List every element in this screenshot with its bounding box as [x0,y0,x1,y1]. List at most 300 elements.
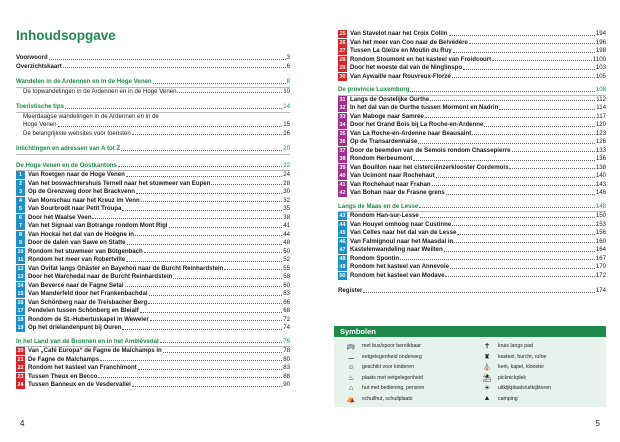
symbol-item [476,394,602,405]
symbol-item [476,362,602,373]
dot-leader [410,91,594,92]
toc-entry-label: Inlichtingen en adressen van A tot Z [16,145,121,152]
toc-entry-page: 80 [283,355,290,363]
symbol-item [340,373,466,384]
toc-entry[interactable] [338,272,606,281]
toc-entry-label: Rondom het kasteel van Franchimont [28,364,137,371]
toc-entry-page: 123 [595,129,606,137]
toc-entry-page: 150 [595,212,606,219]
route-number-badge: 44 [339,221,346,228]
toc-entry[interactable] [16,381,290,390]
toc-entry-page: 83 [283,364,290,371]
route-number-badge: 31 [339,96,346,103]
toc-entry[interactable] [16,299,290,308]
toc-entry-page: 55 [283,264,290,272]
toc-entry-label: Van Bevercé naar de Fagne Setai [28,281,124,289]
dot-leader [457,234,594,235]
toc-entry[interactable] [338,155,606,164]
toc-entry[interactable] [338,104,606,113]
dot-leader [445,276,594,277]
toc-entry[interactable] [16,265,290,274]
dot-leader [118,166,282,167]
route-number-badge: 35 [339,130,346,137]
toc-entry-label: Op de Grenzweg door het Brackvenn [28,188,136,195]
symbol-label: picknickplek [498,374,526,381]
spacer [16,155,290,162]
dot-leader [144,252,282,253]
toc-entry-label: Rondom Spontin [350,254,400,262]
toc-entry[interactable] [16,214,290,223]
dot-leader [472,134,595,135]
toc-entry-label: Van Falmignoul naar het Maasdal in [350,237,454,245]
bus-icon: 🚌 [346,343,356,351]
symbol-label: kerk, kapel, klooster [498,364,545,371]
toc-entry-label: In het Land van de Bronnen en in het Amblèvedal [16,337,159,345]
dot-leader [125,286,283,287]
dot-leader [454,242,595,243]
toc-entry-label: Op het drielandenpunt bij Ouren [28,324,122,331]
toc-entry[interactable] [338,189,606,198]
toc-entry[interactable] [338,229,606,238]
toc-entry-label: Langs de Oostelijke Ourthe [350,95,430,103]
route-number-badge: 17 [17,308,24,315]
dot-leader [492,60,592,61]
symbol-label: met bus/spoor bereikbaar [362,343,421,350]
dot-leader [135,235,282,236]
toc-entry[interactable] [338,56,606,65]
toc-entry-page: 194 [595,30,606,37]
dot-leader [121,150,282,151]
route-number-badge: 4 [16,197,25,205]
toc-entry-label: Van het meer van Coo naar de Belvédère [350,38,468,46]
toc-entry-label: Van Rochehaut naar Frahan [350,180,431,188]
route-number-badge: 3 [16,188,25,196]
toc-entry-page: 117 [596,112,606,120]
route-number-badge: 16 [17,299,24,306]
symbols-legend [334,326,606,407]
toc-entry-label: Van Schönberg naar de Treisbacher Berg [28,298,148,306]
toc-entry-page: 136 [595,155,606,162]
dot-leader [420,217,595,218]
toc-entry-label: Toeristische tips [16,103,64,110]
toc-entry[interactable] [16,347,290,356]
symbol-item [340,352,466,363]
route-number-badge: 46 [339,238,346,245]
route-number-badge: 7 [16,222,25,230]
toc-entry[interactable] [16,239,290,248]
toc-section-heading[interactable] [16,78,290,87]
right-toc-list [338,30,606,296]
route-number-badge: 27 [339,48,346,55]
route-number-badge: 15 [17,291,24,298]
route-number-badge: 18 [17,316,24,323]
dot-leader [425,117,595,118]
dot-leader [484,126,594,127]
toc-entry-label: Overzichtskaart [16,62,62,70]
toc-entry-label: Door de dalen van Sawe en Statte [28,239,126,246]
route-number-badge: 37 [339,147,346,154]
toc-entry-label: Van Monschau naar het Kreuz im Venn [28,196,140,204]
toc-entry[interactable] [16,197,290,206]
toc-entry-page: 143 [595,180,606,188]
shelter-icon: ⛺ [346,395,356,403]
toc-entry-page: 44 [283,230,290,238]
dot-leader [150,320,282,321]
dot-leader [400,259,595,260]
route-number-badge: 19 [17,325,24,332]
toc-entry[interactable] [16,188,290,197]
toc-entry-label: Van het boswachtershuis Ternell naar het stuwmeer van Eupen [28,179,211,187]
toc-entry-page: 30 [283,188,290,195]
toc-section-heading[interactable] [16,338,290,347]
dot-leader [418,143,594,144]
toc-section-heading[interactable] [16,162,290,171]
toc-entry-page: 170 [595,263,606,270]
route-number-badge: 25 [339,31,346,38]
toc-entry-page: 50 [283,247,290,255]
symbol-item [476,341,602,352]
route-number-badge: 39 [339,164,346,171]
toc-entry[interactable] [338,147,606,156]
toc-entry-label: Van Celles naar het dal van de Lesse [350,229,457,236]
toc-entry[interactable] [338,121,606,130]
symbol-item [340,383,466,394]
dot-leader [100,360,282,361]
toc-entry-page: 6 [286,62,290,70]
toc-entry[interactable] [16,364,290,373]
route-number-badge: 42 [339,190,346,197]
toc-entry[interactable] [338,138,606,147]
toc-entry-page: 198 [595,47,606,54]
dot-leader [98,377,282,378]
dot-leader [413,160,595,161]
toc-entry-page: 88 [283,372,290,380]
toc-entry-label: Van La Roche-en-Ardenne naar Beausaint [350,129,472,137]
toc-entry[interactable] [338,221,606,230]
toc-entry[interactable] [338,212,606,221]
toc-entry-label: Van Aywaille naar Rouvreux-Florzé [350,72,451,80]
toc-entry-page: 41 [283,222,290,229]
toc-entry-page: 78 [283,347,290,354]
toc-entry[interactable] [16,316,290,325]
toc-entry-page: 156 [595,229,606,236]
toc-entry-page: 76 [283,337,290,345]
toc-entry-label: Door de beemden van de Semois rondom Chassepierre [350,146,511,154]
spacer [16,96,290,103]
toc-entry-page: 164 [595,246,606,253]
symbol-item [476,373,602,384]
dot-leader [49,59,286,60]
route-number-badge: 1 [16,171,25,179]
route-number-badge: 12 [17,265,24,272]
toc-line[interactable] [338,287,606,296]
toc-entry-page: 90 [283,381,290,388]
toc-entry[interactable] [338,73,606,82]
route-number-badge: 50 [339,272,346,279]
toc-entry-label: Rondom het meer van Robertville [28,256,126,263]
toc-entry-label: Van Hockai het dal van de Hoëgne in [28,230,134,238]
dot-leader [436,177,595,178]
toc-entry-page: 74 [283,324,290,331]
toc-section-heading[interactable] [338,86,606,95]
dot-leader [127,244,283,245]
dot-leader [430,100,595,101]
toc-entry-label: Van Houyet omhoog naar Custinne [350,220,452,228]
toc-entry[interactable] [16,180,290,189]
toc-entry[interactable] [16,248,290,257]
left-page-number: 4 [20,419,25,428]
toc-entry[interactable] [16,205,290,214]
toc-entry-page: 138 [595,163,606,171]
toc-entry-label: Van Bohan naar de Frasne grens [350,189,445,196]
dot-leader [449,35,595,36]
toc-entry[interactable] [16,171,290,180]
symbol-item [476,383,602,394]
toc-entry[interactable] [338,263,606,272]
toc-entry-label: Rondom het stuwmeer van Bütgenbach [28,247,143,255]
toc-entry-page: 126 [595,138,606,145]
toc-entry-page: 63 [283,290,290,297]
toc-entry-label: Door het Grand Bois bij La Roche-en-Ardenne [350,121,484,128]
toc-entry-label: Van „Café Europa“ de Fagne de Malchamps in [28,347,162,354]
toc-entry[interactable] [338,39,606,48]
dot-leader [58,126,283,127]
hut-icon: ⌂ [348,384,354,392]
right-page [310,0,620,442]
toc-entry-label: De Hoge Venen en de Oostkantons [16,161,117,169]
toc-entry[interactable] [338,255,606,264]
route-number-badge: 20 [17,348,24,355]
route-number-badge: 34 [339,122,346,129]
route-number-badge: 40 [339,173,346,180]
toc-entry-page: 28 [283,179,290,187]
route-number-badge: 2 [16,180,25,188]
toc-entry-label: Rondom Herbeumont [350,155,413,162]
toc-entry[interactable] [16,222,290,231]
toc-entry-label: Door het woeste dal van de Ninglinspo [350,64,463,71]
route-number-badge: 30 [339,73,346,80]
toc-entry[interactable] [16,307,290,316]
toc-entry-page: 22 [283,161,290,169]
page-title: Inhoudsopgave [16,28,116,43]
toc-entry[interactable] [16,282,290,291]
toc-entry-page: 103 [595,64,606,71]
toc-entry[interactable] [338,96,606,105]
toc-line[interactable] [16,88,290,97]
dot-leader [132,386,282,387]
toc-entry-page: 10 [283,87,290,95]
symbol-label: eetgelegenheid onderweg [362,353,422,360]
route-number-badge: 36 [339,139,346,146]
dot-leader [211,184,282,185]
toc-entry-label: Tussen La Gleize en Moulin du Ruy [350,47,452,54]
toc-entry[interactable] [16,373,290,382]
route-number-badge: 10 [17,248,24,255]
toc-entry-page: 153 [595,220,606,228]
toc-entry-label: Rondom Han-sur-Lesse [350,212,419,219]
route-number-badge: 24 [17,382,24,389]
route-number-badge: 48 [339,255,346,262]
toc-entry[interactable] [338,238,606,247]
toc-entry[interactable] [338,30,606,39]
toc-entry[interactable] [16,356,290,365]
toc-entry-label: Kastelenwandeling naar Weillen [350,246,443,253]
dot-leader [65,108,282,109]
route-number-badge: 45 [339,230,346,237]
toc-entry-page: 146 [595,189,606,196]
dot-leader [446,194,595,195]
symbol-item [340,394,466,405]
toc-entry[interactable] [338,130,606,139]
toc-entry-page: 8 [286,78,290,85]
dot-leader [169,227,283,228]
toc-line[interactable] [16,113,290,122]
toc-entry-label: Op de Transardennaise [350,138,418,145]
toc-entry-page: 120 [595,121,606,128]
toc-line[interactable] [16,130,290,139]
toc-entry-label: Meerdaagse wandelingen in de Ardennen en in de [23,112,159,120]
symbol-label: kruis langs pad [498,343,533,350]
dot-leader [432,185,595,186]
toc-entry[interactable] [16,324,290,333]
toc-entry-page: 66 [283,298,290,306]
toc-section-heading[interactable] [16,103,290,112]
toc-entry[interactable] [338,181,606,190]
toc-entry-label: In het dal van de Ourthe tussen Mormont en Nadrin [350,104,499,111]
route-number-badge: 9 [16,239,25,247]
toc-entry-label: Van Roetgen naar de Hoge Venen [28,171,125,178]
toc-entry-label: De Fagne de Malchamps [28,355,100,363]
dot-leader [160,342,283,343]
toc-entry[interactable] [16,231,290,240]
toc-entry-label: Door het Waalse Veen [28,213,92,221]
toc-entry-page: 15 [283,121,290,128]
route-number-badge: 32 [339,105,346,112]
toc-entry-label: Rondom het kasteel van Modave [350,271,445,279]
right-page-number: 5 [595,419,600,428]
symbol-label: geschikt voor kinderen [362,364,414,371]
toc-entry[interactable] [338,64,606,73]
toc-entry-label: Rondom de St.-Hubertuskapel in Weweler [28,315,149,323]
toc-entry-page: 133 [595,146,606,154]
dot-leader [148,303,282,304]
toc-entry-page: 167 [595,254,606,262]
route-number-badge: 28 [339,56,346,63]
toc-entry[interactable] [16,290,290,299]
dot-leader [512,151,595,152]
toc-entry-page: 112 [596,95,606,103]
symbol-item [340,341,466,352]
symbol-label: plaats met eetgelegenheid [362,374,423,381]
symbol-label: uitkijkplaats/uitkijktoren [498,385,552,392]
toc-line[interactable] [16,54,290,63]
toc-entry-label: Van Manderfeld door het Frankenbachdal [28,290,148,297]
toc-entry-label: Langs de Maas en de Lesse [338,202,419,210]
spacer [16,71,290,78]
toc-entry[interactable] [338,113,606,122]
route-number-badge: 49 [339,264,346,271]
dot-leader [122,210,282,211]
dot-leader [140,312,282,313]
toc-line[interactable] [16,121,290,130]
toc-entry[interactable] [338,172,606,181]
toc-entry-label: Van Bouillon naar het cisterciënzerklooster Cordemois [350,163,509,171]
route-number-badge: 47 [339,247,346,254]
spacer [16,138,290,145]
toc-entry-label: Rondom Stoumont en het kasteel van Froidcourt [350,55,492,63]
dot-leader [149,295,283,296]
dot-leader [92,218,282,219]
toc-entry[interactable] [338,246,606,255]
dot-leader [122,329,282,330]
toc-section-heading[interactable] [16,145,290,154]
path-icon: ⚊ [347,353,355,361]
toc-entry-label: Register [338,287,363,294]
symbol-item [340,362,466,373]
route-number-badge: 41 [339,181,346,188]
toc-entry-page: 58 [283,273,290,280]
dot-leader [163,352,282,353]
dot-leader [224,269,282,270]
dot-leader [132,134,283,135]
dot-leader [136,193,282,194]
toc-entry-page: 68 [283,307,290,314]
symbol-label: camping [498,395,518,402]
toc-entry-page: 32 [283,196,290,204]
toc-entry-label: Van Stavelot naar het Croix Collin [350,30,448,37]
toc-entry-page: 196 [595,38,606,46]
toc-section-heading[interactable] [338,203,606,212]
toc-entry-page: 52 [283,256,290,263]
route-number-badge: 26 [339,39,346,46]
toc-entry[interactable] [16,273,290,282]
toc-entry-label: Door het Warchedal naar de Burcht Reinhardstein [28,273,173,280]
castle-icon: ♜ [483,353,491,361]
toc-entry-label: Van Ovifat langs Ghäster en Bayehon naar de Burcht Reinhardstein [28,264,224,272]
toc-entry-label: De belangrijkste websites voor toeristen [23,129,131,137]
toc-entry[interactable] [338,47,606,56]
toc-entry-page: 160 [595,237,606,245]
camping-icon: ▲ [483,395,491,403]
toc-line[interactable] [16,63,290,72]
route-number-badge: 43 [339,213,346,220]
cross-icon: ✝ [484,343,490,351]
toc-entry[interactable] [338,164,606,173]
restaurant-icon: ♨ [347,374,355,382]
toc-entry-page: 35 [283,205,290,212]
toc-entry-page: 174 [595,287,606,294]
symbol-label: kasteel, burcht, ruïne [498,353,547,360]
dot-leader [450,268,595,269]
toc-entry-page: 72 [283,315,290,323]
dot-leader [453,52,595,53]
route-number-badge: 21 [17,356,24,363]
toc-entry-label: Van Maboge naar Samrée [350,112,424,120]
route-number-badge: 5 [16,205,25,213]
child-icon: ☺ [347,363,355,371]
toc-entry-page: 172 [595,271,606,279]
toc-entry-page: 20 [283,145,290,152]
toc-entry-page: 140 [595,172,606,179]
toc-entry-label: Van Sourbrodt naar Petit Troupa [28,205,122,212]
dot-leader [363,292,594,293]
toc-entry-page: 3 [286,54,290,61]
dot-leader [126,176,282,177]
toc-entry[interactable] [16,256,290,265]
dot-leader [509,168,594,169]
toc-entry-page: 148 [595,202,606,210]
toc-entry-page: 1100 [592,55,606,63]
